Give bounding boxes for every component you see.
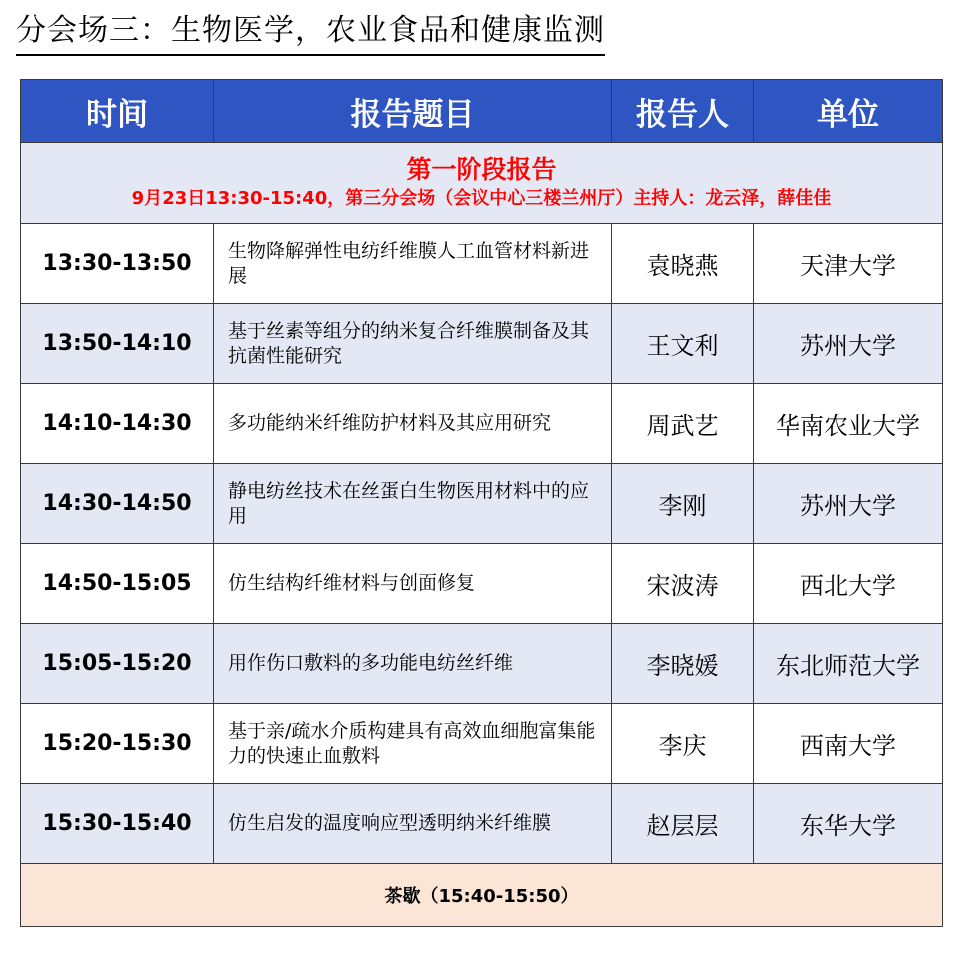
- topic-cell: 用作伤口敷料的多功能电纺丝纤维: [214, 624, 612, 704]
- affiliation-cell: 东北师范大学: [754, 624, 943, 704]
- header-affiliation: 单位: [754, 80, 943, 143]
- table-row: [21, 704, 943, 784]
- table-row: [21, 544, 943, 624]
- break-row: [21, 864, 943, 927]
- speaker-cell: 赵层层: [612, 784, 754, 864]
- affiliation-cell: 苏州大学: [754, 304, 943, 384]
- header-time: 时间: [21, 80, 214, 143]
- time-cell: 14:30-14:50: [21, 464, 214, 544]
- speaker-cell: 周武艺: [612, 384, 754, 464]
- speaker-cell: 王文利: [612, 304, 754, 384]
- speaker-cell: 袁晓燕: [612, 224, 754, 304]
- time-cell: 15:05-15:20: [21, 624, 214, 704]
- speaker-cell: 宋波涛: [612, 544, 754, 624]
- topic-cell: 基于丝素等组分的纳米复合纤维膜制备及其抗菌性能研究: [214, 304, 612, 384]
- session-info: 9月23日13:30-15:40，第三分会场（会议中心三楼兰州厅）主持人：龙云泽，薛佳佳: [131, 188, 832, 209]
- time-cell: 13:50-14:10: [21, 304, 214, 384]
- time-cell: 15:20-15:30: [21, 704, 214, 784]
- table-row: [21, 304, 943, 384]
- time-cell: 13:30-13:50: [21, 224, 214, 304]
- topic-cell: 仿生结构纤维材料与创面修复: [214, 544, 612, 624]
- session-title: 第一阶段报告: [406, 155, 557, 184]
- page-title: 分会场三：生物医学，农业食品和健康监测: [16, 12, 605, 56]
- affiliation-cell: 苏州大学: [754, 464, 943, 544]
- time-cell: 14:10-14:30: [21, 384, 214, 464]
- header-speaker: 报告人: [612, 80, 754, 143]
- affiliation-cell: 西南大学: [754, 704, 943, 784]
- table-row: [21, 624, 943, 704]
- break-cell: 茶歇（15:40-15:50）: [21, 864, 943, 927]
- speaker-cell: 李晓媛: [612, 624, 754, 704]
- speaker-cell: 李刚: [612, 464, 754, 544]
- topic-cell: 多功能纳米纤维防护材料及其应用研究: [214, 384, 612, 464]
- agenda-table: [20, 79, 943, 927]
- session-cell: [21, 143, 943, 224]
- affiliation-cell: 华南农业大学: [754, 384, 943, 464]
- affiliation-cell: 天津大学: [754, 224, 943, 304]
- header-row: [21, 80, 943, 143]
- table-row: [21, 784, 943, 864]
- table-row: [21, 224, 943, 304]
- topic-cell: 生物降解弹性电纺纤维膜人工血管材料新进展: [214, 224, 612, 304]
- speaker-cell: 李庆: [612, 704, 754, 784]
- affiliation-cell: 西北大学: [754, 544, 943, 624]
- table-row: [21, 464, 943, 544]
- topic-cell: 仿生启发的温度响应型透明纳米纤维膜: [214, 784, 612, 864]
- session-row: [21, 143, 943, 224]
- topic-cell: 静电纺丝技术在丝蛋白生物医用材料中的应用: [214, 464, 612, 544]
- time-cell: 15:30-15:40: [21, 784, 214, 864]
- time-cell: 14:50-15:05: [21, 544, 214, 624]
- topic-cell: 基于亲/疏水介质构建具有高效血细胞富集能力的快速止血敷料: [214, 704, 612, 784]
- table-row: [21, 384, 943, 464]
- affiliation-cell: 东华大学: [754, 784, 943, 864]
- header-topic: 报告题目: [214, 80, 612, 143]
